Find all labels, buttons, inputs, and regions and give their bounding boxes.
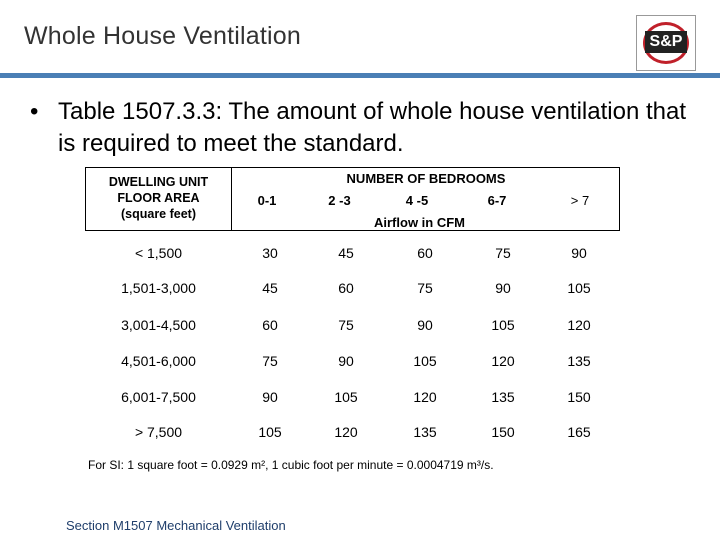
cell: 105: [491, 317, 515, 333]
cell: 165: [567, 424, 591, 440]
col-header-2-3: 2 -3: [328, 193, 351, 208]
cell: 60: [262, 317, 278, 333]
cell: 75: [262, 353, 278, 369]
cell: 45: [338, 245, 354, 261]
header-line-2: FLOOR AREA: [117, 191, 200, 205]
cell: 150: [567, 389, 591, 405]
col-header-over-7: > 7: [570, 193, 590, 208]
cell: 90: [495, 280, 511, 296]
bullet-dot-icon: •: [30, 98, 39, 125]
cell: 105: [567, 280, 591, 296]
cell: 75: [417, 280, 433, 296]
cell: 60: [417, 245, 433, 261]
cell: 105: [258, 424, 282, 440]
cell: 120: [334, 424, 358, 440]
cell: 30: [262, 245, 278, 261]
ventilation-table: [85, 167, 620, 447]
cell: 135: [413, 424, 437, 440]
cell: 135: [567, 353, 591, 369]
row-area: 3,001-4,500: [121, 317, 196, 333]
logo-text: S&P: [645, 31, 687, 53]
bullet-text: Table 1507.3.3: The amount of whole house ventilation that is required to meet the standard.: [58, 98, 686, 157]
title-divider: [0, 73, 720, 78]
col-header-0-1: 0-1: [257, 193, 277, 208]
company-logo: [636, 15, 696, 71]
table-footnote: For SI: 1 square foot = 0.0929 m², 1 cubic foot per minute = 0.0004719 m³/s.: [88, 458, 494, 472]
row-area: > 7,500: [134, 424, 183, 440]
cell: 105: [413, 353, 437, 369]
row-area: 1,501-3,000: [121, 280, 196, 296]
col-header-4-5: 4 -5: [405, 193, 429, 208]
cell: 90: [338, 353, 354, 369]
cell: 105: [334, 389, 358, 405]
cell: 75: [495, 245, 511, 261]
cell: 120: [567, 317, 591, 333]
col-header-6-7: 6-7: [487, 193, 507, 208]
cell: 90: [262, 389, 278, 405]
slide-title: Whole House Ventilation: [24, 22, 301, 50]
cell: 120: [413, 389, 437, 405]
row-area: 6,001-7,500: [121, 389, 196, 405]
cell: 135: [491, 389, 515, 405]
header-line-1: DWELLING UNIT: [108, 175, 209, 189]
cell: 45: [262, 280, 278, 296]
floor-area-header: [85, 167, 232, 231]
unit-header: Airflow in CFM: [374, 215, 465, 230]
cell: 60: [338, 280, 354, 296]
header-line-3: (square feet): [120, 207, 197, 221]
cell: 90: [417, 317, 433, 333]
cell: 90: [571, 245, 587, 261]
row-area: < 1,500: [134, 245, 183, 261]
cell: 150: [491, 424, 515, 440]
slide-footer: Section M1507 Mechanical Ventilation: [66, 518, 286, 533]
cell: 75: [338, 317, 354, 333]
cell: 120: [491, 353, 515, 369]
row-area: 4,501-6,000: [121, 353, 196, 369]
bedrooms-group-header: NUMBER OF BEDROOMS: [346, 171, 506, 186]
